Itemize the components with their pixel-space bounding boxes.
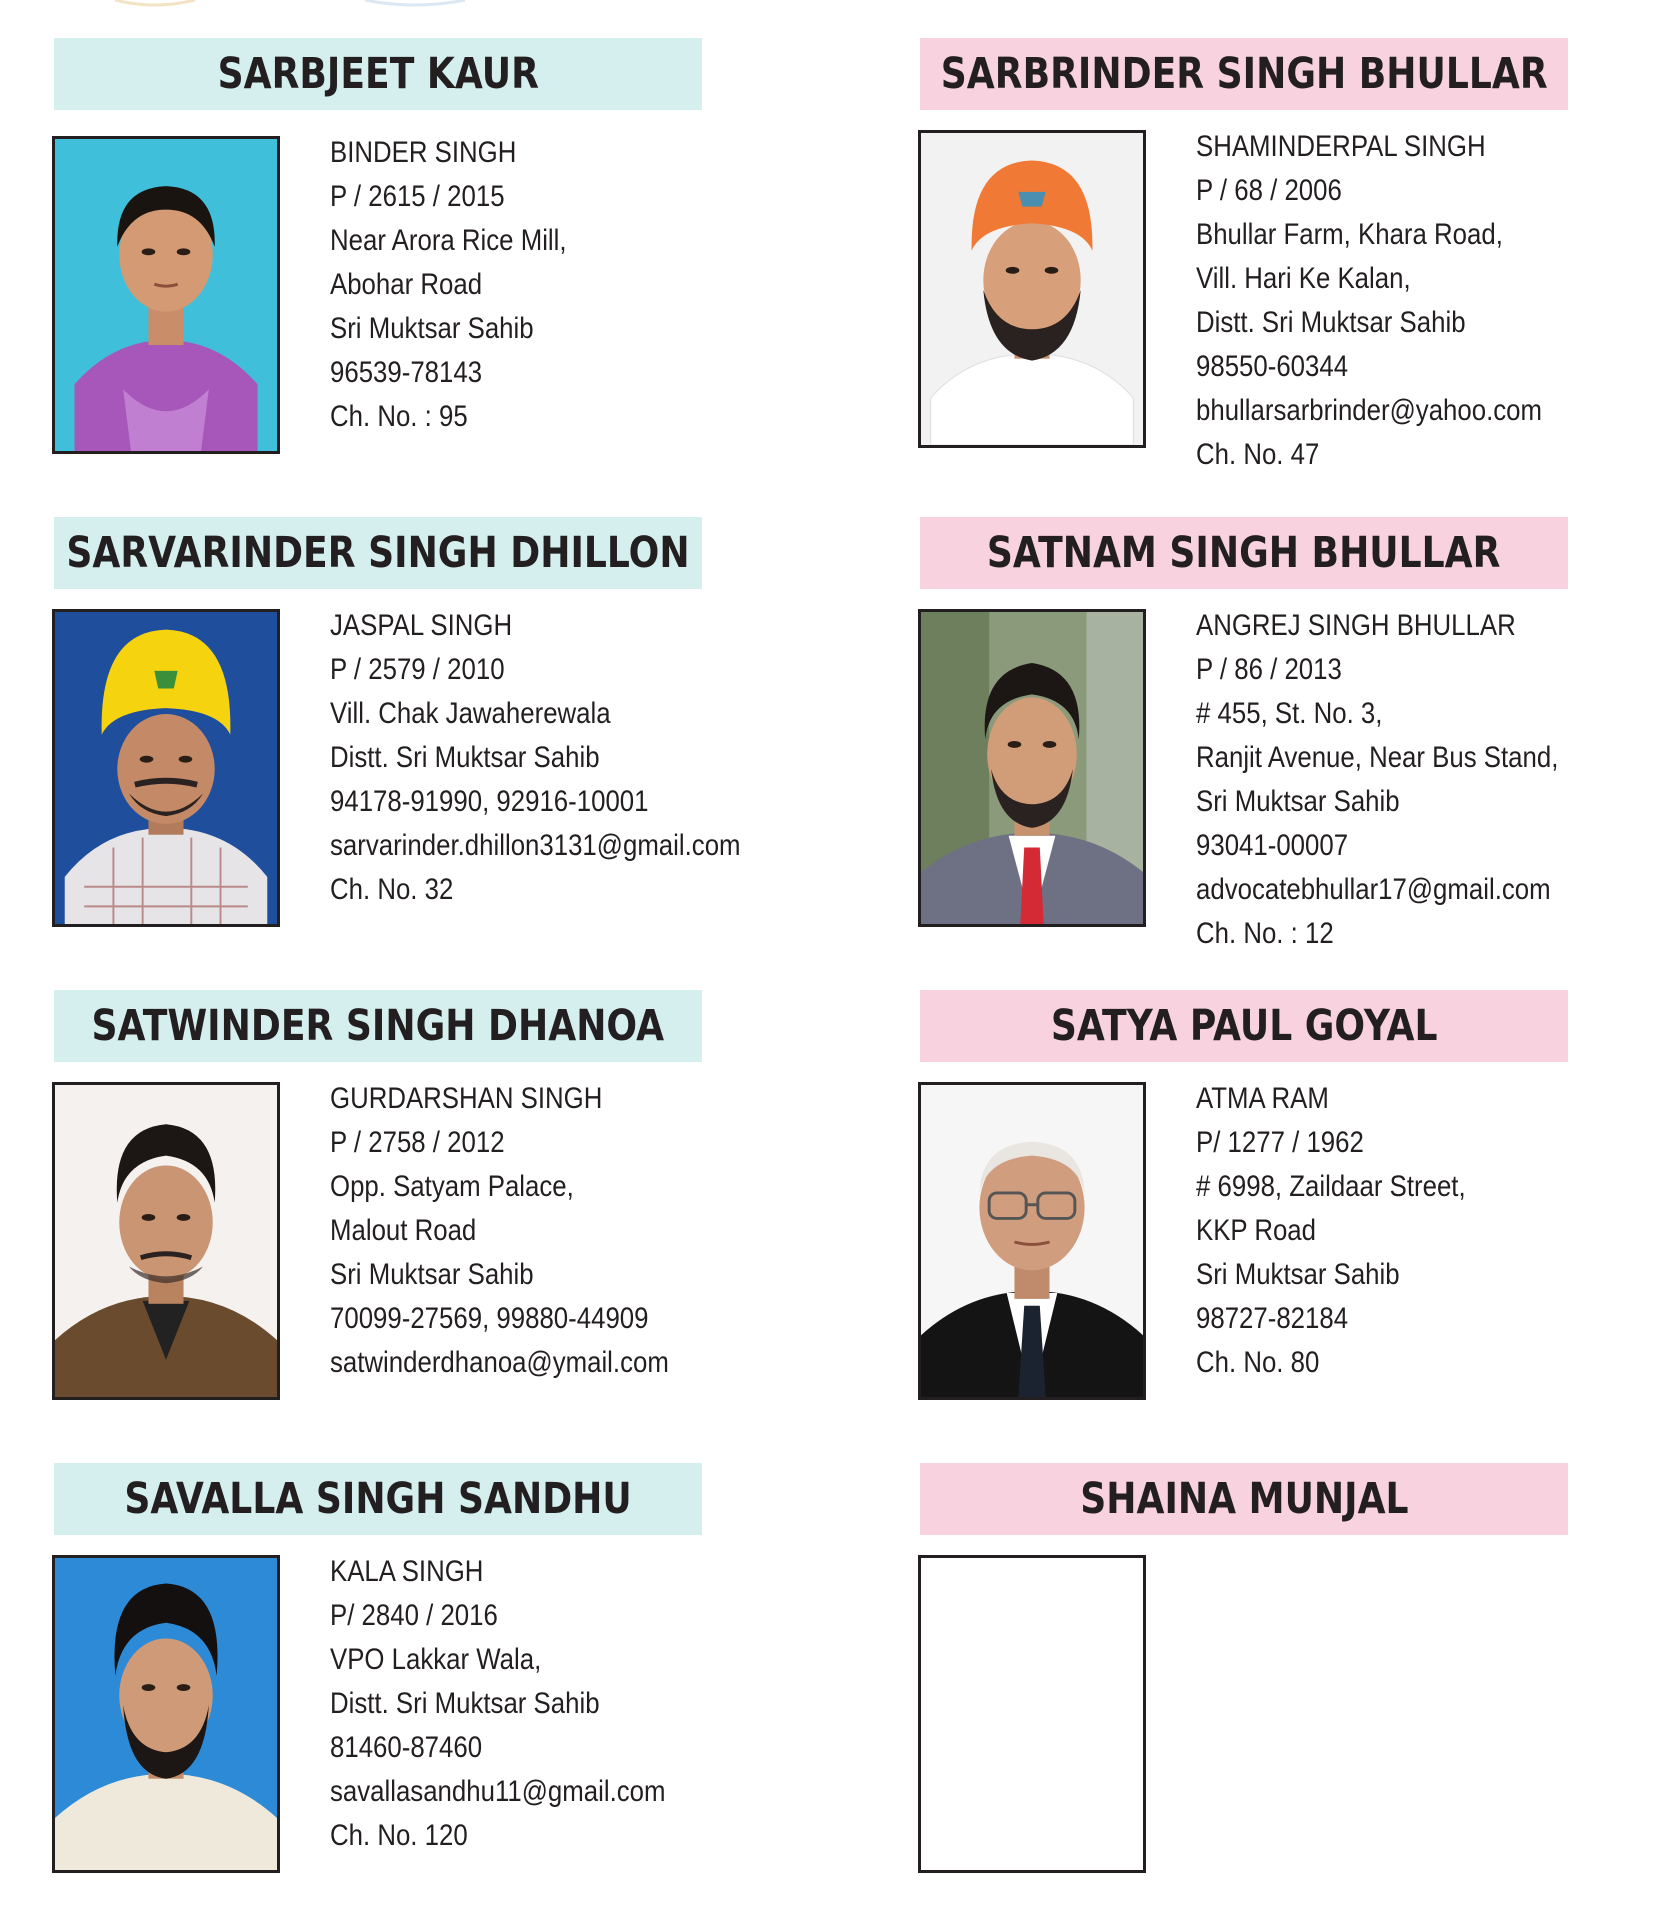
member-details	[1196, 125, 1598, 477]
address-line: Abohar Road	[330, 268, 483, 301]
address-line: Sri Muktsar Sahib	[1196, 785, 1400, 818]
email-address: bhullarsarbrinder@yahoo.com	[1196, 394, 1543, 427]
member-details	[330, 1077, 724, 1385]
member-name: SARBJEET KAUR	[217, 49, 539, 99]
member-photo	[918, 130, 1146, 448]
chamber-number: Ch. No. 80	[1196, 1346, 1320, 1379]
address-line: Malout Road	[330, 1214, 477, 1247]
name-band	[920, 517, 1568, 589]
enrollment-number: P/ 2840 / 2016	[330, 1599, 498, 1632]
address-line: Opp. Satyam Palace,	[330, 1170, 574, 1203]
member-photo	[52, 136, 280, 454]
chamber-number: Ch. No. 120	[330, 1819, 468, 1852]
chamber-number: Ch. No. 32	[330, 873, 454, 906]
directory-entry-savalla-singh-sandhu	[42, 1463, 842, 1923]
name-band	[54, 990, 702, 1062]
enrollment-number: P / 2758 / 2012	[330, 1126, 505, 1159]
address-line: # 6998, Zaildaar Street,	[1196, 1170, 1466, 1203]
enrollment-number: P / 2579 / 2010	[330, 653, 505, 686]
phone-number: 81460-87460	[330, 1731, 483, 1764]
member-name: SATYA PAUL GOYAL	[1050, 1001, 1438, 1051]
address-line: Bhullar Farm, Khara Road,	[1196, 218, 1503, 251]
enrollment-number: P / 2615 / 2015	[330, 180, 505, 213]
member-photo	[918, 1082, 1146, 1400]
name-band	[54, 517, 702, 589]
email-address: advocatebhullar17@gmail.com	[1196, 873, 1551, 906]
directory-entry-satya-paul-goyal	[908, 990, 1671, 1450]
address-line: Vill. Chak Jawaherewala	[330, 697, 611, 730]
member-details	[1196, 1077, 1510, 1385]
chamber-number: Ch. No. 47	[1196, 438, 1320, 471]
phone-number: 70099-27569, 99880-44909	[330, 1302, 649, 1335]
member-photo	[52, 609, 280, 927]
member-details	[1196, 604, 1617, 956]
member-name: SATNAM SINGH BHULLAR	[987, 528, 1501, 578]
address-line: Sri Muktsar Sahib	[1196, 1258, 1400, 1291]
member-photo	[52, 1555, 280, 1873]
directory-entry-satnam-singh-bhullar	[908, 517, 1671, 977]
email-address: sarvarinder.dhillon3131@gmail.com	[330, 829, 741, 862]
enrollment-number: P / 86 / 2013	[1196, 653, 1342, 686]
member-details	[330, 604, 807, 912]
name-band	[54, 38, 702, 110]
address-line: Distt. Sri Muktsar Sahib	[330, 1687, 600, 1720]
directory-entry-sarbrinder-singh-bhullar	[908, 38, 1671, 498]
address-line: KKP Road	[1196, 1214, 1317, 1247]
father-name: GURDARSHAN SINGH	[330, 1082, 603, 1115]
father-name: SHAMINDERPAL SINGH	[1196, 130, 1486, 163]
father-name: ATMA RAM	[1196, 1082, 1329, 1115]
member-details	[330, 131, 605, 439]
name-band	[920, 990, 1568, 1062]
member-photo	[918, 609, 1146, 927]
name-band	[54, 1463, 702, 1535]
member-name: SAVALLA SINGH SANDHU	[124, 1474, 632, 1524]
directory-entry-sarbjeet-kaur	[42, 38, 842, 498]
email-address: satwinderdhanoa@ymail.com	[330, 1346, 669, 1379]
enrollment-number: P / 68 / 2006	[1196, 174, 1342, 207]
address-line: Sri Muktsar Sahib	[330, 1258, 534, 1291]
member-photo	[52, 1082, 280, 1400]
name-band	[920, 1463, 1568, 1535]
member-name: SARBRINDER SINGH BHULLAR	[940, 49, 1548, 99]
address-line: # 455, St. No. 3,	[1196, 697, 1383, 730]
address-line: Distt. Sri Muktsar Sahib	[330, 741, 600, 774]
father-name: JASPAL SINGH	[330, 609, 513, 642]
father-name: BINDER SINGH	[330, 136, 517, 169]
father-name: KALA SINGH	[330, 1555, 484, 1588]
address-line: Near Arora Rice Mill,	[330, 224, 567, 257]
email-address: savallasandhu11@gmail.com	[330, 1775, 666, 1808]
member-details	[330, 1550, 720, 1858]
top-decoration	[115, 0, 495, 8]
phone-number: 98727-82184	[1196, 1302, 1349, 1335]
address-line: Vill. Hari Ke Kalan,	[1196, 262, 1411, 295]
phone-number: 94178-91990, 92916-10001	[330, 785, 649, 818]
enrollment-number: P/ 1277 / 1962	[1196, 1126, 1364, 1159]
directory-entry-satwinder-singh-dhanoa	[42, 990, 842, 1450]
phone-number: 98550-60344	[1196, 350, 1349, 383]
member-name: SHAINA MUNJAL	[1079, 1474, 1409, 1524]
member-photo-placeholder	[918, 1555, 1146, 1873]
chamber-number: Ch. No. : 95	[330, 400, 468, 433]
member-name: SATWINDER SINGH DHANOA	[91, 1001, 665, 1051]
address-line: Sri Muktsar Sahib	[330, 312, 534, 345]
father-name: ANGREJ SINGH BHULLAR	[1196, 609, 1516, 642]
address-line: Distt. Sri Muktsar Sahib	[1196, 306, 1466, 339]
directory-entry-shaina-munjal	[908, 1463, 1671, 1923]
chamber-number: Ch. No. : 12	[1196, 917, 1334, 950]
directory-entry-sarvarinder-singh-dhillon	[42, 517, 842, 977]
address-line: Ranjit Avenue, Near Bus Stand,	[1196, 741, 1559, 774]
phone-number: 96539-78143	[330, 356, 483, 389]
address-line: VPO Lakkar Wala,	[330, 1643, 542, 1676]
name-band	[920, 38, 1568, 110]
member-name: SARVARINDER SINGH DHILLON	[66, 528, 690, 578]
phone-number: 93041-00007	[1196, 829, 1349, 862]
